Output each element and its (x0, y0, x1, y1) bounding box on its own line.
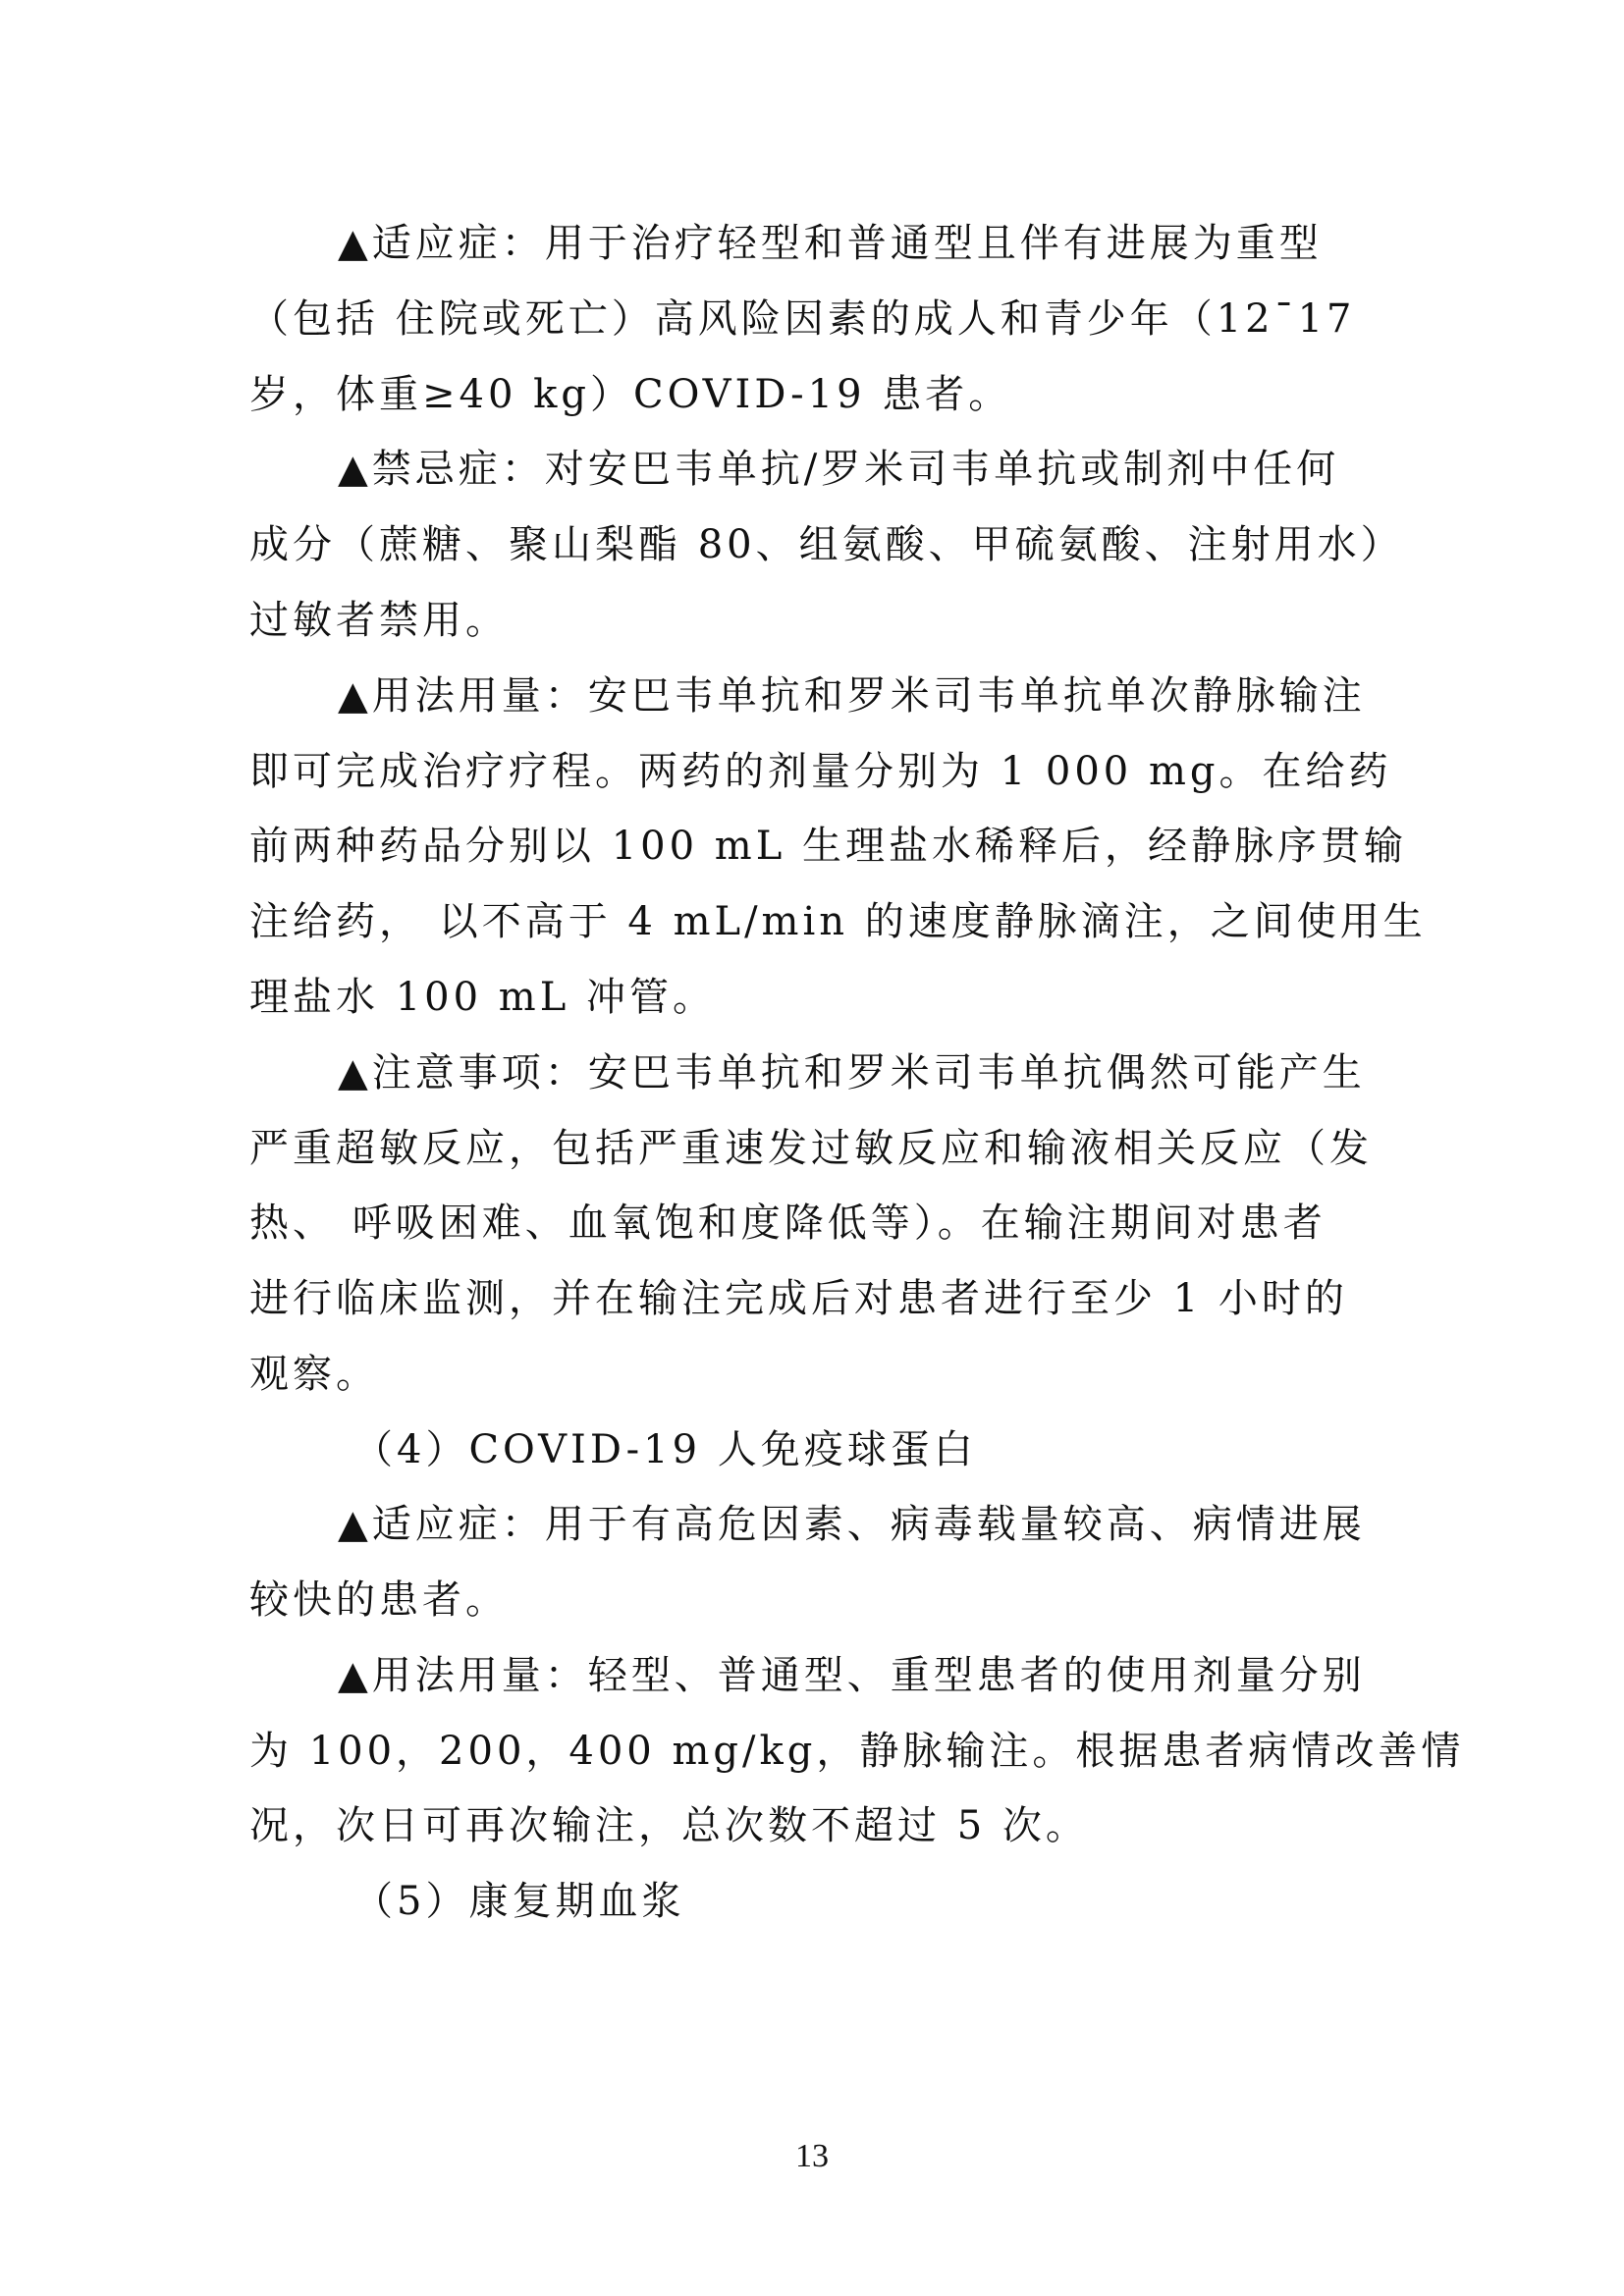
paragraph-line: 前两种药品分别以 100 mL 生理盐水稀释后，经静脉序贯输 (249, 824, 1407, 869)
section-heading: （4）COVID-19 人免疫球蛋白 (353, 1427, 977, 1472)
paragraph-line: 况，次日可再次输注，总次数不超过 5 次。 (249, 1803, 1089, 1848)
paragraph-line: ▲注意事项：安巴韦单抗和罗米司韦单抗偶然可能产生 (338, 1050, 1366, 1095)
paragraph-line: 成分（蔗糖、聚山梨酯 80、组氨酸、甲硫氨酸、注射用水） (249, 522, 1404, 567)
paragraph-line: 岁，体重≥40 kg）COVID-19 患者。 (249, 372, 1012, 417)
paragraph-line: ▲用法用量：安巴韦单抗和罗米司韦单抗单次静脉输注 (338, 673, 1366, 719)
paragraph-line: ▲适应症：用于有高危因素、病毒载量较高、病情进展 (338, 1502, 1366, 1547)
paragraph-line: 理盐水 100 mL 冲管。 (249, 975, 716, 1020)
paragraph-line: 观察。 (249, 1352, 379, 1397)
section-heading: （5）康复期血浆 (353, 1879, 685, 1924)
paragraph-line: 即可完成治疗疗程。两药的剂量分别为 1 000 mg。在给药 (249, 749, 1392, 794)
paragraph-line: 热、 呼吸困难、血氧饱和度降低等）。在输注期间对患者 (249, 1201, 1326, 1246)
paragraph-line: ▲用法用量：轻型、普通型、重型患者的使用剂量分别 (338, 1653, 1366, 1698)
paragraph-line: 进行临床监测，并在输注完成后对患者进行至少 1 小时的 (249, 1276, 1348, 1321)
paragraph-line: ▲禁忌症：对安巴韦单抗/罗米司韦单抗或制剂中任何 (338, 447, 1340, 492)
paragraph-line: 严重超敏反应，包括严重速发过敏反应和输液相关反应（发 (249, 1126, 1373, 1171)
paragraph-line: ▲适应症：用于治疗轻型和普通型且伴有进展为重型 (338, 221, 1323, 266)
paragraph-line: （包括 住院或死亡）高风险因素的成人和青少年（12¯17 (249, 296, 1356, 342)
paragraph-line: 注给药， 以不高于 4 mL/min 的速度静脉滴注，之间使用生 (249, 899, 1427, 944)
paragraph-line: 过敏者禁用。 (249, 598, 509, 643)
page-number: 13 (795, 2138, 829, 2174)
paragraph-line: 较快的患者。 (249, 1577, 509, 1623)
paragraph-line: 为 100，200，400 mg/kg，静脉输注。根据患者病情改善情 (249, 1729, 1465, 1774)
